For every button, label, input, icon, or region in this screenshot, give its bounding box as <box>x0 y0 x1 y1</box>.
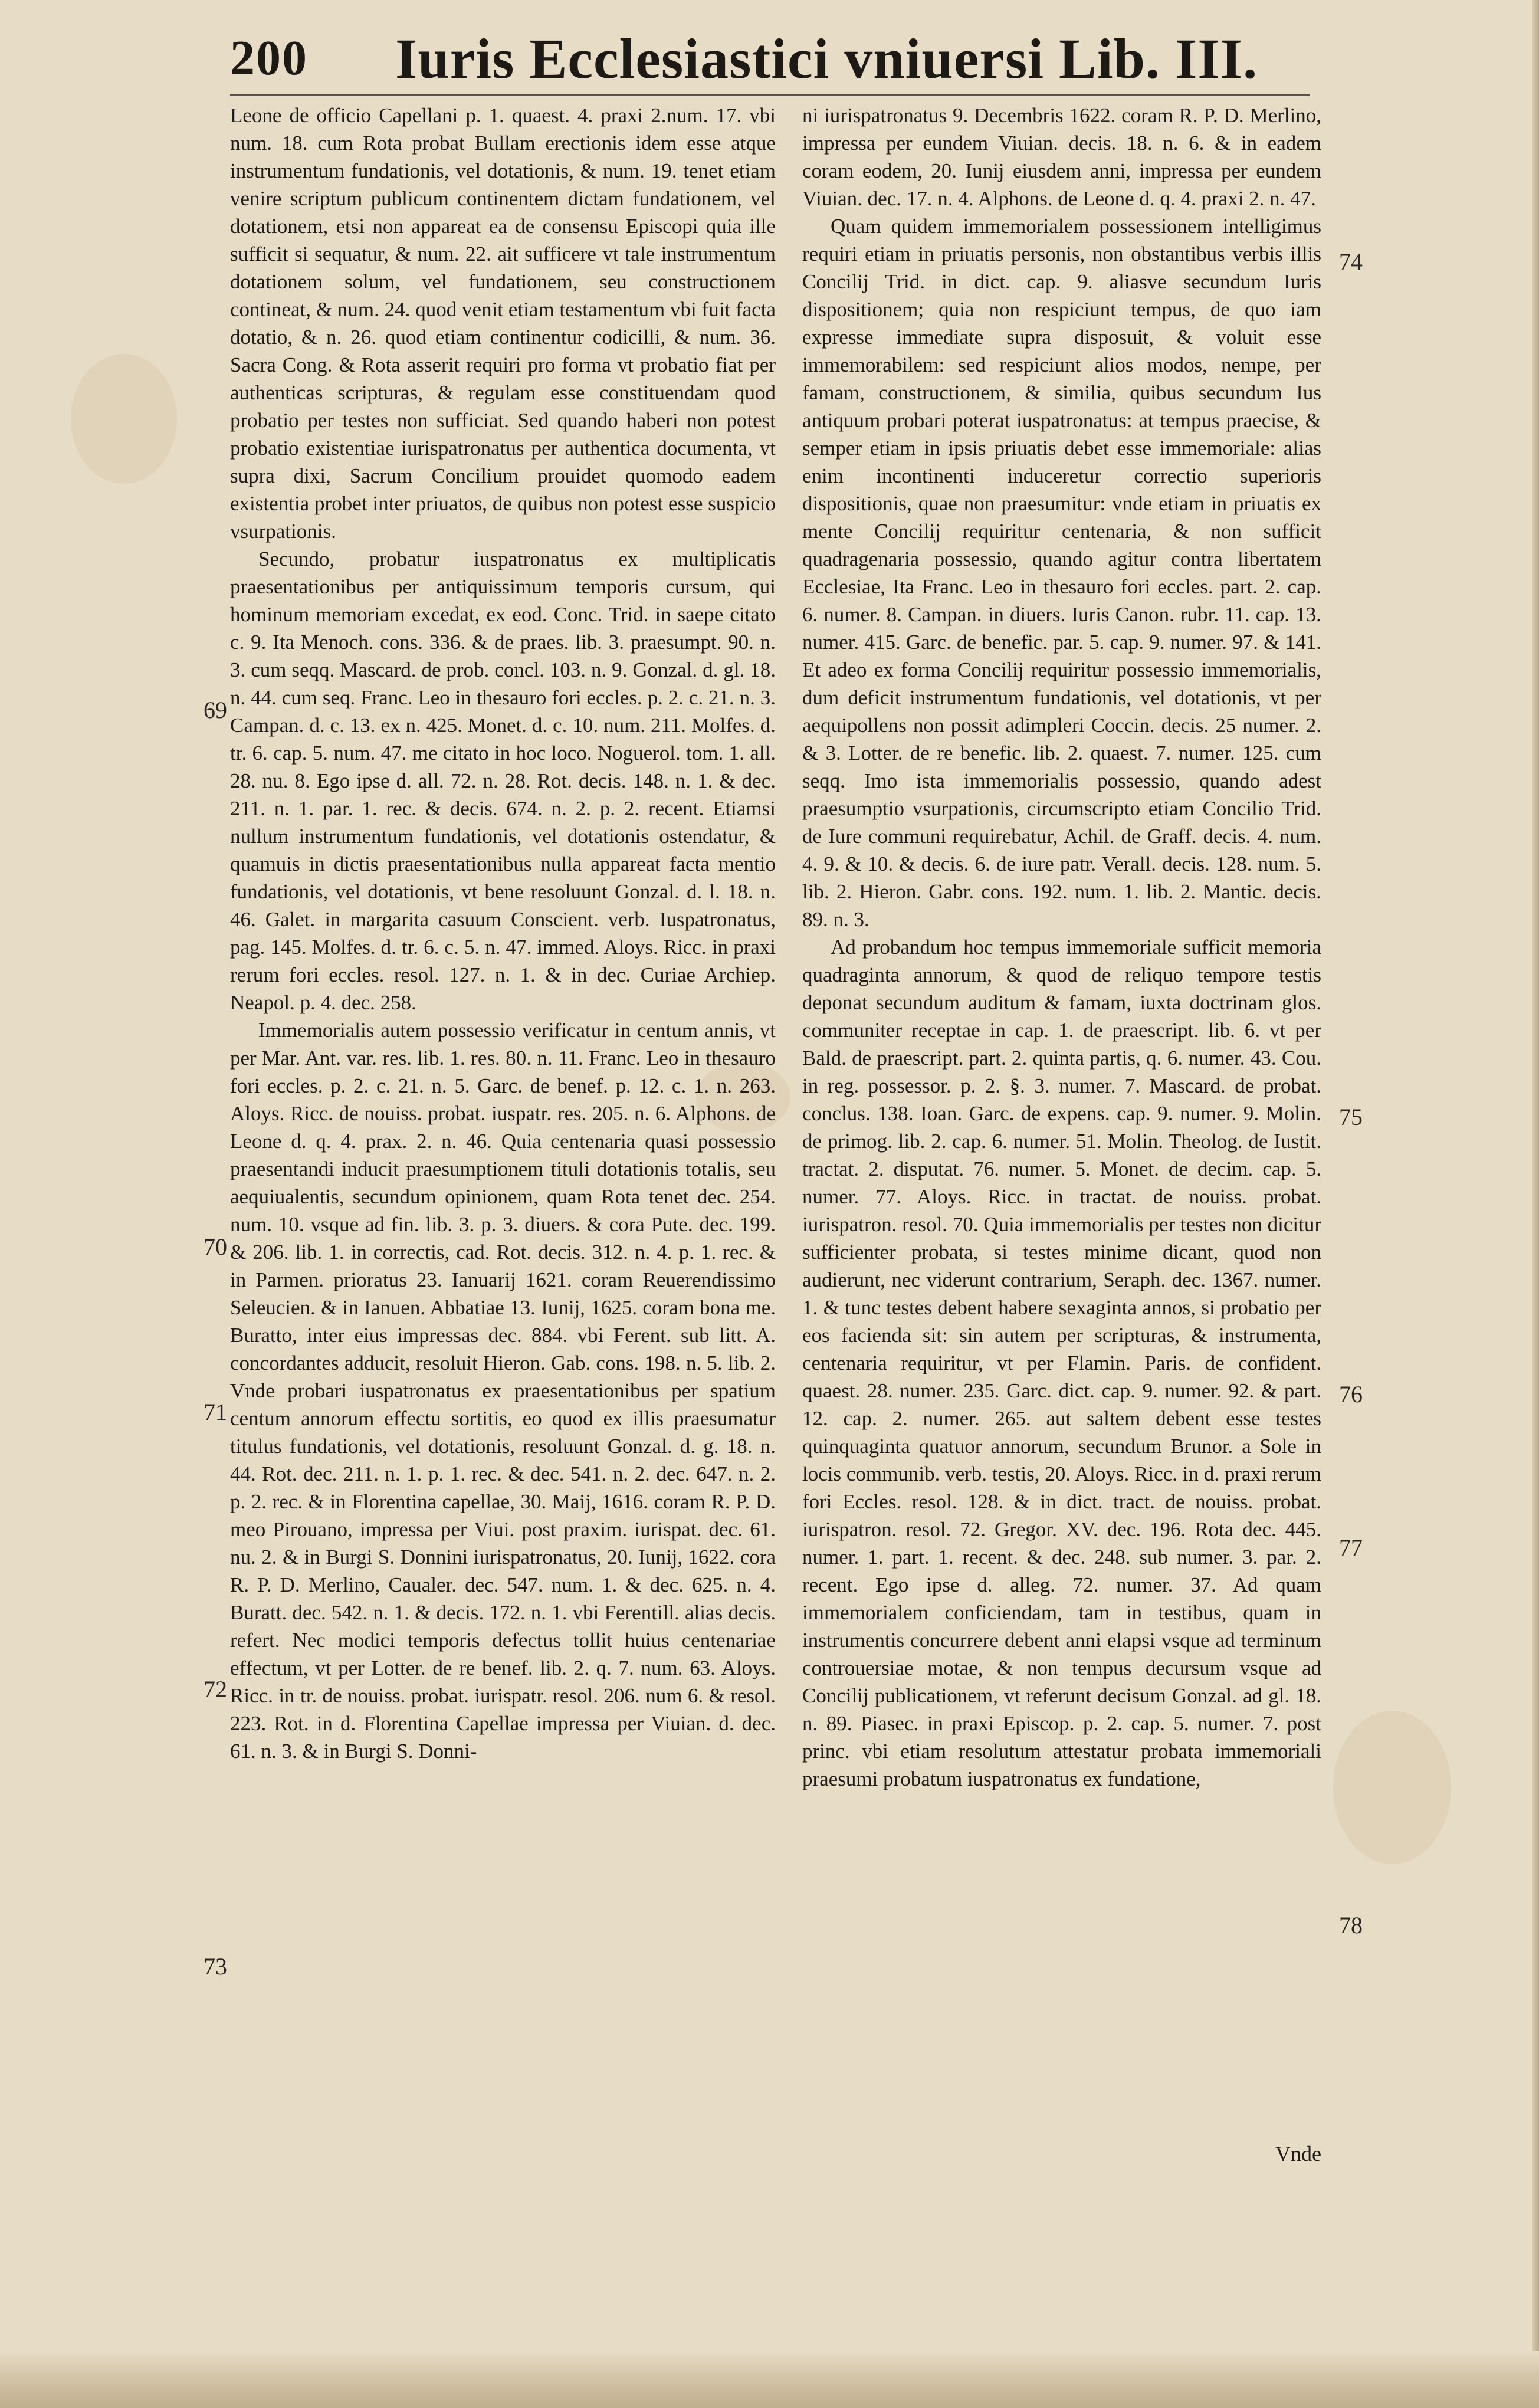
margin-number: 73 <box>204 1953 227 1980</box>
catchword: Vnde <box>1275 2142 1321 2166</box>
header-rule <box>230 94 1310 96</box>
margin-number: 76 <box>1339 1381 1363 1408</box>
page-bottom-edge <box>0 2351 1539 2408</box>
margin-number: 75 <box>1339 1104 1363 1130</box>
margin-number: 71 <box>204 1399 227 1425</box>
running-head <box>230 26 1321 91</box>
paragraph: Ad probandum hoc tempus immemoriale sufficit memoria quadraginta annorum, & quod de reliquo tempore testis deponat secundum auditum & famam, iuxta doctrinam glos. communiter receptae in cap. 1. de praescript. lib. 6. vt per Bald. de praescript. part. 2. quinta partis, q. 6. numer. 43. Cou. in reg. possessor. p. 2. §. 3. numer. 7. Mascard. de probat. conclus. 138. Ioan. Garc. de expens. cap. 9. numer. 9. Molin. de primog. lib. 2. cap. 6. numer. 51. Molin. Theolog. de Iustit. tractat. 2. disputat. 76. numer. 5. Monet. de decim. cap. 5. numer. 77. Aloys. Ricc. in tractat. de nouiss. probat. iurispatron. resol. 70. Quia immemorialis per testes non dicitur sufficienter probata, si testes minime dicant, quod non audierunt, nec viderunt contrarium, Seraph. dec. 1367. numer. 1. & tunc testes debent habere sexaginta annos, si probatio per eos facienda sit: sin autem per scripturas, & instrumenta, centenaria requiritur, vt per Flamin. Paris. de confident. quaest. 28. numer. 235. Garc. dict. cap. 9. numer. 92. & part. 12. cap. 2. numer. 265. aut saltem debent esse testes quinquaginta quatuor annorum, secundum Brunor. a Sole in locis communib. verb. testis, 20. Aloys. Ricc. in d. praxi rerum fori Eccles. resol. 128. & in dict. tract. de nouiss. probat. iurispatron. resol. 72. Gregor. XV. dec. 196. Rota dec. 445. numer. 1. part. 1. recent. & dec. 248. sub numer. 3. par. 2. recent. Ego ipse d. alleg. 72. numer. 37. Ad quam immemorialem conficiendam, tam in testibus, quam in instrumentis concurrere debent anni elapsi vsque ad terminum controuersiae motae, & non tempus decursum vsque ad Concilij publicationem, vt referunt decisum Gonzal. ad gl. 18. n. 89. Piasec. in praxi Episcop. p. 2. cap. 5. numer. 7. post princ. vbi etiam resolutum attestatur probata immemoriali praesumi probatum iuspatronatus ex fundatione, <box>802 936 1321 1790</box>
paragraph: ni iurispatronatus 9. Decembris 1622. coram R. P. D. Merlino, impressa per eundem Viuian. decis. 18. n. 6. & in eadem coram eodem, 20. Iunij eiusdem anni, impressa per eundem Viuian. dec. 17. n. 4. Alphons. de Leone d. q. 4. praxi 2. n. 47. <box>802 104 1321 210</box>
page-number: 200 <box>230 31 308 86</box>
margin-number: 78 <box>1339 1912 1363 1938</box>
paper-stain <box>1333 1711 1451 1864</box>
paragraph: Quam quidem immemorialem possessionem intelligimus requiri etiam in priuatis personis, non obstantibus verbis illis Concilij Trid. in dict. cap. 9. aliasve secundum Iuris dispositionem; quia non respiciunt tempus, de quo iam expresse immediate supra disposuit, & voluit esse immemorabilem: sed respiciunt alios modos, nempe, per famam, constructionem, & similia, quibus secundum Ius antiquum probari poterat iuspatronatus: at tempus praecise, & semper etiam in ipsis priuatis debet esse immemoriale: alias enim incontinenti induceretur correctio superioris dispositionis, quae non praesumitur: vnde etiam in priuatis ex mente Concilij requiritur centenaria, & non sufficit quadragenaria possessio, quando agitur contra libertatem Ecclesiae, Ita Franc. Leo in thesauro fori eccles. part. 2. cap. 6. numer. 8. Campan. in diuers. Iuris Canon. rubr. 11. cap. 13. numer. 415. Garc. de benefic. par. 5. cap. 9. numer. 97. & 141. Et adeo ex forma Concilij requiritur possessio immemorialis, dum deficit instrumentum fundationis, vel dotationis, vt per aequipollens non possit adimpleri Coccin. decis. 25 numer. 2. & 3. Lotter. de re benefic. lib. 2. quaest. 7. numer. 125. cum seqq. Imo ista immemorialis possessio, quando adest praesumptio vsurpationis, circumscripto etiam Concilio Trid. de Iure communi requirebatur, Achil. de Graff. decis. 4. num. 4. 9. & 10. & decis. 6. de iure patr. Verall. decis. 128. num. 5. lib. 2. Hieron. Gabr. cons. 192. num. 1. lib. 2. Mantic. decis. 89. n. 3. <box>802 215 1321 931</box>
right-column <box>802 101 1321 1793</box>
running-title: Iuris Ecclesiastici vniuersi Lib. III. <box>395 27 1258 90</box>
paragraph: Immemorialis autem possessio verificatur in centum annis, vt per Mar. Ant. var. res. lib. 1. res. 80. n. 11. Franc. Leo in thesauro fori eccles. p. 2. c. 21. n. 5. Garc. de benef. p. 12. c. 1. n. 263. Aloys. Ricc. de nouiss. probat. iuspatr. res. 205. n. 6. Alphons. de Leone d. q. 4. prax. 2. n. 46. Quia centenaria quasi possessio praesentandi inducit praesumptionem tituli dotationis totalis, seu aequiualentis, secundum opinionem, quam Rota tenet dec. 254. num. 10. vsque ad fin. lib. 3. p. 3. diuers. & cora Pute. dec. 199. & 206. lib. 1. in correctis, cad. Rot. decis. 312. n. 4. p. 1. rec. & in Parmen. prioratus 23. Ianuarij 1621. coram Reuerendissimo Seleucien. & in Ianuen. Abbatiae 13. Iunij, 1625. coram bona me. Buratto, inter eius impressas dec. 884. vbi Ferent. sub litt. A. concordantes adducit, resoluit Hieron. Gab. cons. 198. n. 5. lib. 2. Vnde probari iuspatronatus ex praesentationibus per spatium centum annorum effectu sortitis, eo quod ex illis praesumatur titulus fundationis, vel dotationis, resoluunt Gonzal. d. g. 18. n. 44. Rot. dec. 211. n. 1. p. 1. rec. & dec. 541. n. 2. dec. 647. n. 2. p. 2. rec. & in Florentina capellae, 30. Maij, 1616. coram R. P. D. meo Pirouano, impressa per Viui. post praxim. iurispat. dec. 61. nu. 2. & in Burgi S. Donnini iurispatronatus, 20. Iunij, 1622. cora R. P. D. Merlino, Caualer. dec. 547. num. 1. & dec. 625. n. 4. Buratt. dec. 542. n. 1. & decis. 172. n. 1. vbi Ferentill. alias decis. refert. Nec modici temporis defectus tollit huius centenariae effectum, vt per Lotter. de re benef. lib. 2. q. 7. num. 63. Aloys. Ricc. in tr. de nouiss. probat. iurispatr. resol. 206. num 6. & resol. 223. Rot. in d. Florentina Capellae impressa per Viuian. d. dec. 61. n. 3. & in Burgi S. Donni- <box>230 1019 776 1763</box>
left-column <box>230 101 776 1765</box>
margin-number: 70 <box>204 1233 227 1260</box>
margin-number: 74 <box>1339 248 1363 275</box>
margin-number: 72 <box>204 1676 227 1702</box>
paragraph: Leone de officio Capellani p. 1. quaest. 4. praxi 2.num. 17. vbi num. 18. cum Rota probat Bullam erectionis idem esse atque instrumentum fundationis, vel dotationis, & num. 19. tenet etiam venire scriptum publicum continentem dictam fundationem, vel dotationem, etsi non appareat ea de consensu Episcopi quia ille sufficit si sequatur, & num. 22. ait sufficere vt tale instrumentum dotationem solum, vel fundationem, seu constructionem contineat, & num. 24. quod venit etiam testamentum vbi fuit facta dotatio, & n. 26. quod etiam continentur codicilli, & num. 36. Sacra Cong. & Rota asserit requiri pro forma vt probatio fiat per authenticas scripturas, & regulam esse constituendam quod probatio per testes non sufficiat. Sed quando haberi non potest probatio existentiae iurispatronatus per authentica documenta, vt supra dixi, Sacrum Concilium prouidet quomodo eadem existentia probet inter priuatos, de quibus non potest esse suspicio vsurpationis. <box>230 104 776 543</box>
paragraph: Secundo, probatur iuspatronatus ex multiplicatis praesentationibus per antiquissimum temporis cursum, qui hominum memoriam excedat, ex eod. Conc. Trid. in saepe citato c. 9. Ita Menoch. cons. 336. & de praes. lib. 3. praesumpt. 90. n. 3. cum seqq. Mascard. de prob. concl. 103. n. 9. Gonzal. d. gl. 18. n. 44. cum seq. Franc. Leo in thesauro fori eccles. p. 2. c. 21. n. 3. Campan. d. c. 13. ex n. 425. Monet. d. c. 10. num. 211. Molfes. d. tr. 6. cap. 5. num. 47. me citato in hoc loco. Noguerol. tom. 1. all. 28. nu. 8. Ego ipse d. all. 72. n. 28. Rot. decis. 148. n. 1. & dec. 211. n. 1. par. 1. rec. & decis. 674. n. 2. p. 2. recent. Etiamsi nullum instrumentum fundationis, vel dotationis ostendatur, & quamuis in dictis praesentationibus nulla appareat facta mentio fundationis, vel dotationis, vt bene resoluunt Gonzal. d. l. 18. n. 46. Galet. in margarita casuum Conscient. verb. Iuspatronatus, pag. 145. Molfes. d. tr. 6. c. 5. n. 47. immed. Aloys. Ricc. in praxi rerum fori eccles. resol. 127. n. 1. & in dec. Curiae Archiep. Neapol. p. 4. dec. 258. <box>230 547 776 1014</box>
margin-number: 77 <box>1339 1534 1363 1561</box>
paper-stain <box>71 354 177 484</box>
margin-number: 69 <box>204 697 227 723</box>
page-edge-shadow <box>1532 0 1539 2408</box>
